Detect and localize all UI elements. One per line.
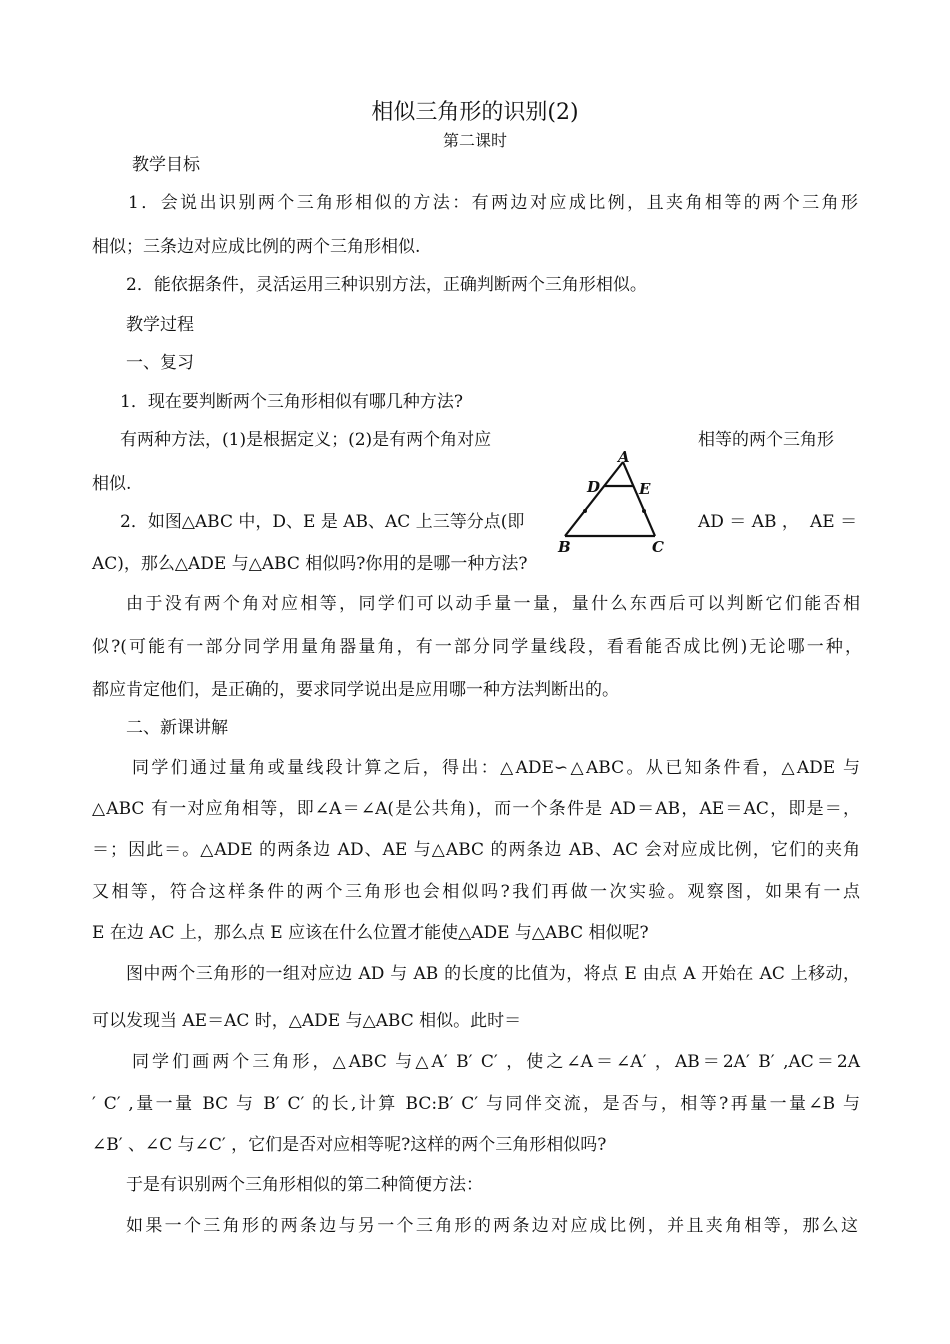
label-d: D [587,478,601,496]
para1-line3: 都应肯定他们，是正确的，要求同学说出是应用哪一种方法判断出的。 [92,680,619,700]
review-question-2-ad: AD ＝ AB ， [698,512,799,532]
review-question-2-left: 2．如图△ABC 中，D、E 是 AB、AC 上三等分点(即 [120,512,525,532]
review-answer-1-right: 相等的两个三角形 [698,430,834,450]
label-b: B [558,538,571,556]
page-subtitle: 第二课时 [442,131,507,150]
side-ac [623,462,655,536]
triangle-figure [555,450,675,558]
goal2: 2．能依据条件，灵活运用三种识别方法，正确判断两个三角形相似。 [126,275,647,295]
label-c: C [652,538,664,556]
review-answer-1-end: 相似. [92,474,132,494]
para5: 于是有识别两个三角形相似的第二种简便方法： [126,1175,483,1195]
trisection-point-ac [642,509,646,513]
label-a: A [618,450,630,466]
para6: 如果一个三角形的两条边与另一个三角形的两条边对应成比例，并且夹角相等，那么这 [126,1216,858,1236]
new-lesson-heading: 二、新课讲解 [126,718,228,738]
review-heading: 一、复习 [126,353,194,373]
review-question-1: 1．现在要判断两个三角形相似有哪几种方法? [120,392,463,412]
para4-line1: 同学们画两个三角形，△ABC 与△A′ B′ C′ ，使之∠A＝∠A′ ，AB＝2A′ B′ ,AC＝2A [132,1052,860,1072]
para1-line1: 由于没有两个角对应相等，同学们可以动手量一量，量什么东西后可以判断它们能否相 [126,594,860,614]
trisection-point-ab [583,509,587,513]
page-title: 相似三角形的识别(2) [371,100,579,125]
review-question-2-end: AC)，那么△ADE 与△ABC 相似吗?你用的是哪一种方法? [92,554,528,574]
para3-line2: 可以发现当 AE＝AC 时，△ADE 与△ABC 相似。此时＝ [92,1011,522,1031]
review-answer-1-left: 有两种方法，(1)是根据定义；(2)是有两个角对应 [120,430,492,450]
review-question-2-ae: AE ＝ [810,512,858,532]
label-e: E [639,480,651,498]
para2-line5: E 在边 AC 上，那么点 E 应该在什么位置才能使△ADE 与△ABC 相似呢? [92,923,649,943]
para2-line3: ＝；因此＝。△ADE 的两条边 AD、AE 与△ABC 的两条边 AB、AC 会对应成比例，它们的夹角 [92,840,860,860]
para2-line4: 又相等，符合这样条件的两个三角形也会相似吗?我们再做一次实验。观察图，如果有一点 [92,882,860,902]
para2-line1: 同学们通过量角或量线段计算之后，得出：△ADE∽△ABC。从已知条件看，△ADE 与 [132,758,860,778]
para4-line2: ′ C′ ,量一量 BC 与 B′ C′ 的长,计算 BC:B′ C′ 与同伴交流，是否与，相等?再量一量∠B 与 [92,1094,860,1114]
goal1-line1: 1．会说出识别两个三角形相似的方法：有两边对应成比例，且夹角相等的两个三角形 [128,193,858,213]
para3-line1: 图中两个三角形的一组对应边 AD 与 AB 的长度的比值为，将点 E 由点 A 开始在 AC 上移动， [126,964,860,984]
para4-line3: ∠B′ 、∠C 与∠C′ ，它们是否对应相等呢?这样的两个三角形相似吗? [92,1135,607,1155]
process-heading: 教学过程 [126,315,194,335]
goals-heading: 教学目标 [132,155,200,175]
para1-line2: 似?(可能有一部分同学用量角器量角，有一部分同学量线段，看看能否成比例)无论哪一种， [92,637,862,657]
side-ab [565,462,623,536]
goal1-line2: 相似；三条边对应成比例的两个三角形相似. [92,237,421,257]
para2-line2: △ABC 有一对应角相等，即∠A＝∠A(是公共角)，而一个条件是 AD＝AB，AE＝AC，即是＝， [92,799,860,819]
